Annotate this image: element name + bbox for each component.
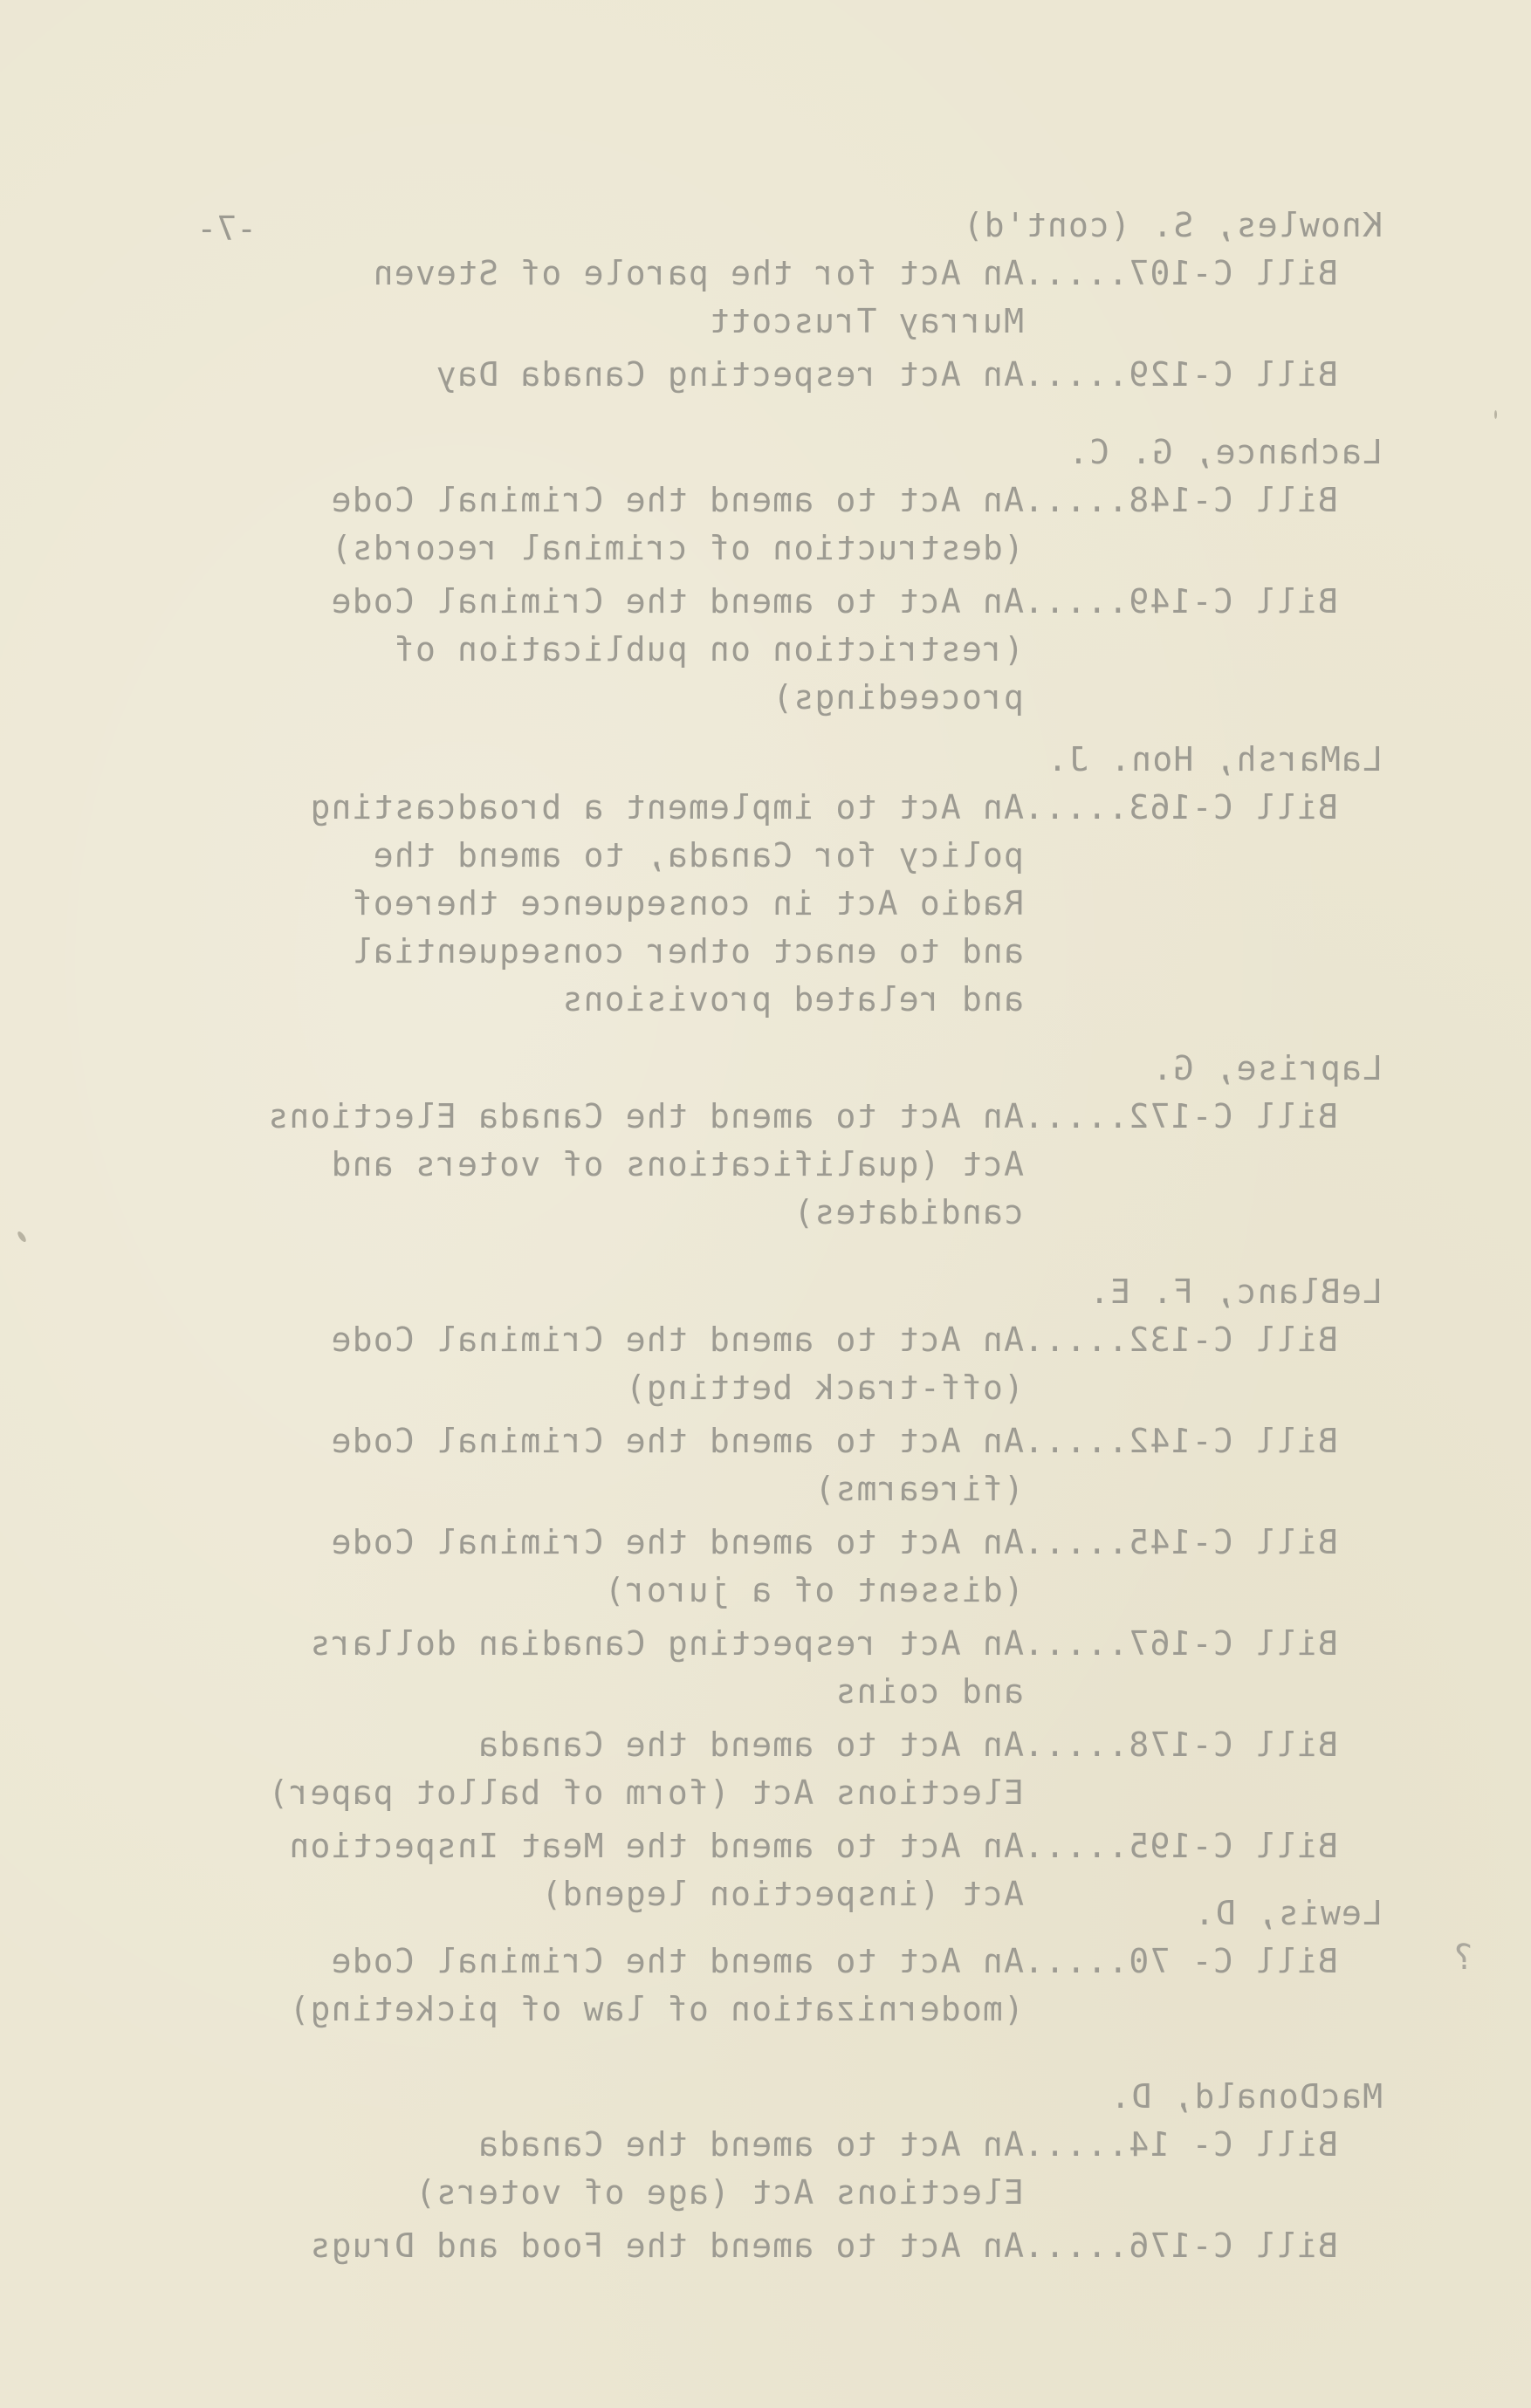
bill-title-line: and related provisions	[561, 980, 1024, 1019]
bill-title-line: An Act respecting Canadian dollars	[309, 1624, 1024, 1663]
bill-title-line: (dissent of a juror)	[603, 1571, 1024, 1609]
bill-title-line: proceedings)	[772, 678, 1024, 717]
bill-title-line: An Act to amend the Meat Inspection	[288, 1827, 1024, 1865]
bill-title-line: Elections Act (form of ballot paper)	[267, 1773, 1024, 1812]
bill-number: Bill C-195.....	[1022, 1827, 1338, 1865]
bill-number: Bill C-167.....	[1022, 1624, 1338, 1663]
bill-title-line: Act (qualifications of voters and	[330, 1145, 1024, 1183]
paper-speck	[1494, 410, 1497, 419]
bill-number: Bill C-163.....	[1022, 788, 1338, 827]
member-name: LeBlanc, F. E.	[1088, 1273, 1383, 1311]
page-number: -7-	[196, 209, 257, 248]
bill-title-line: Murray Truscott	[708, 302, 1024, 340]
bill-title-line: An Act to amend the Criminal Code	[330, 582, 1024, 621]
bill-title-line: and to enact other consequential	[351, 932, 1024, 971]
bill-number: Bill C-129.....	[1022, 355, 1338, 394]
bill-title-line: candidates)	[793, 1193, 1024, 1231]
member-name: Knowles, S. (cont'd)	[962, 206, 1383, 244]
bill-title-line: (off-track betting)	[624, 1369, 1024, 1407]
bill-title-line: Elections Act (age of voters)	[414, 2173, 1024, 2212]
bill-number: Bill C-172.....	[1022, 1097, 1338, 1135]
bill-title-line: Act (inspection legend)	[540, 1875, 1024, 1913]
bill-title-line: An Act to amend the Criminal Code	[330, 1422, 1024, 1460]
member-name: MacDonald, D.	[1109, 2077, 1383, 2116]
bill-number: Bill C-132.....	[1022, 1321, 1338, 1359]
bill-number: Bill C-142.....	[1022, 1422, 1338, 1460]
bill-title-line: (firearms)	[814, 1470, 1024, 1508]
bill-title-line: An Act to amend the Criminal Code	[330, 481, 1024, 519]
bill-title-line: policy for Canada, to amend the	[372, 836, 1024, 875]
bill-title-line: An Act to amend the Canada Elections	[267, 1097, 1024, 1135]
margin-question-mark: ?	[1452, 1938, 1474, 1978]
bill-title-line: An Act for the parole of Steven	[372, 254, 1024, 292]
member-name: Lewis, D.	[1193, 1894, 1383, 1932]
bill-title-line: (restriction on publication of	[393, 630, 1024, 669]
bill-number: Bill C-149.....	[1022, 582, 1338, 621]
bill-title-line: An Act respecting Canada Day	[435, 355, 1024, 394]
bill-title-line: An Act to amend the Criminal Code	[330, 1523, 1024, 1561]
bill-number: Bill C- 14.....	[1022, 2125, 1338, 2164]
bill-title-line: An Act to implement a broadcasting	[309, 788, 1024, 827]
bill-title-line: An Act to amend the Food and Drugs	[309, 2226, 1024, 2265]
bill-title-line: and coins	[834, 1672, 1024, 1711]
bill-title-line: An Act to amend the Canada	[477, 1725, 1024, 1764]
bill-number: Bill C-145.....	[1022, 1523, 1338, 1561]
bill-number: Bill C-176.....	[1022, 2226, 1338, 2265]
bill-number: Bill C-148.....	[1022, 481, 1338, 519]
bill-title-line: Radio Act in consequence thereof	[351, 884, 1024, 923]
member-name: Lachance, G. C.	[1067, 433, 1383, 471]
bill-number: Bill C-178.....	[1022, 1725, 1338, 1764]
member-name: LaMarsh, Hon. J.	[1046, 740, 1383, 779]
bill-title-line: An Act to amend the Criminal Code	[330, 1942, 1024, 1980]
bill-title-line: (modernization of law of picketing)	[288, 1990, 1024, 2028]
bill-title-line: (destruction of criminal records)	[330, 529, 1024, 567]
member-name: Laprise, G.	[1151, 1049, 1383, 1087]
bill-number: Bill C-107.....	[1022, 254, 1338, 292]
bill-number: Bill C- 70.....	[1022, 1942, 1338, 1980]
bill-title-line: An Act to amend the Canada	[477, 2125, 1024, 2164]
bill-title-line: An Act to amend the Criminal Code	[330, 1321, 1024, 1359]
